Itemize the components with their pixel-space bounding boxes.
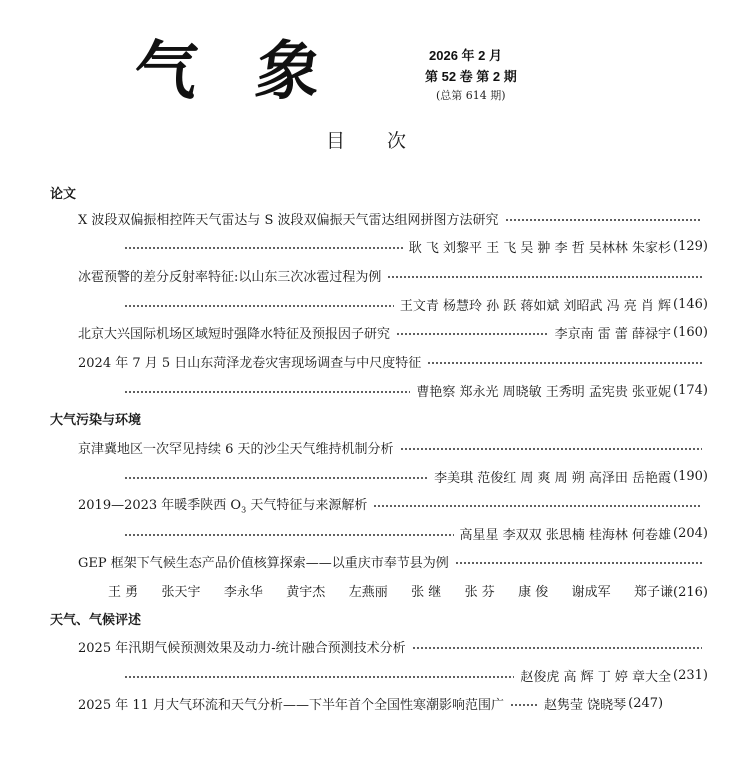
article-authors: 赵隽莹 饶晓琴 (544, 697, 627, 713)
page-number[interactable]: (247) (628, 695, 664, 711)
author-name: 张天宇 (161, 584, 201, 600)
leader-dots (124, 247, 403, 249)
article-author-line (118, 294, 708, 314)
leader-dots (124, 477, 428, 479)
page-number[interactable]: (174) (673, 382, 708, 398)
leader-dots (505, 219, 702, 221)
issue-total: (总第 614 期) (436, 89, 506, 102)
article-title-line[interactable] (78, 693, 708, 713)
leader-dots (400, 448, 702, 450)
article-title-line[interactable] (78, 208, 708, 228)
article-title[interactable]: 冰雹预警的差分反射率特征:以山东三次冰雹过程为例 (78, 269, 382, 285)
author-name: 张 继 (411, 584, 442, 600)
page-number[interactable]: (216) (673, 584, 708, 600)
article-author-line (118, 236, 708, 256)
issue-date: 2026 年 2 月 (429, 48, 502, 63)
author-name: 黄宇杰 (286, 584, 326, 600)
article-authors: 李美琪 范俊红 周 爽 周 朔 高泽田 岳艳霞 (434, 470, 672, 486)
article-authors: 耿 飞 刘黎平 王 飞 吴 翀 李 哲 吴林林 朱家杉 (408, 240, 672, 256)
article-title[interactable]: 2025 年汛期气候预测效果及动力-统计融合预测技术分析 (78, 640, 406, 656)
toc-title: 目 次 (325, 130, 425, 152)
issue-volume: 第 52 卷 第 2 期 (425, 69, 517, 84)
article-authors: 高星星 李双双 张思楠 桂海林 何卷雄 (459, 527, 672, 543)
leader-dots (455, 562, 702, 564)
author-name: 王 勇 (108, 584, 139, 600)
article-title[interactable]: 北京大兴国际机场区域短时强降水特征及预报因子研究 (78, 326, 391, 342)
author-name: 左燕丽 (348, 584, 388, 600)
article-title[interactable]: 2024 年 7 月 5 日山东菏泽龙卷灾害现场调查与中尺度特征 (78, 355, 422, 371)
article-author-line (118, 466, 708, 486)
leader-dots (124, 676, 514, 678)
section-heading: 大气污染与环境 (50, 413, 142, 428)
article-title-line[interactable] (78, 636, 708, 656)
article-authors: 曹艳察 郑永光 周晓敏 王秀明 孟宪贵 张亚妮 (416, 384, 672, 400)
article-author-line (118, 380, 708, 400)
leader-dots (510, 704, 538, 706)
article-title-line[interactable] (78, 322, 708, 342)
article-title-line[interactable] (78, 351, 708, 371)
article-title-line[interactable] (78, 551, 708, 571)
section-heading: 天气、气候评述 (50, 613, 142, 628)
page-number[interactable]: (231) (673, 667, 708, 683)
page-number[interactable]: (204) (673, 525, 708, 541)
author-name: 张 芬 (464, 584, 495, 600)
leader-dots (124, 534, 454, 536)
leader-dots (373, 505, 702, 507)
article-author-line (118, 665, 708, 685)
leader-dots (396, 333, 549, 335)
journal-logo: 气 象 (128, 34, 344, 109)
article-author-line (108, 580, 708, 600)
page-number[interactable]: (190) (673, 468, 708, 484)
page-number[interactable]: (129) (673, 238, 708, 254)
author-name: 康 俊 (518, 584, 549, 600)
page-number[interactable]: (146) (673, 296, 708, 312)
page-number[interactable]: (160) (673, 324, 708, 340)
leader-dots (124, 391, 410, 393)
article-authors: 李京南 雷 蕾 薛禄宇 (554, 326, 672, 342)
article-authors: 赵俊虎 高 辉 丁 婷 章大全 (520, 669, 672, 685)
section-heading: 论文 (50, 187, 77, 202)
leader-dots (427, 362, 702, 364)
article-title[interactable]: X 波段双偏振相控阵天气雷达与 S 波段双偏振天气雷达组网拼图方法研究 (78, 212, 499, 228)
leader-dots (124, 305, 394, 307)
article-title-line[interactable] (78, 494, 708, 514)
author-name: 郑子谦(216) (634, 584, 708, 600)
article-title[interactable]: 2019—2023 年暖季陕西 $O_3$ 天气特征与来源解析 (78, 497, 368, 515)
article-title[interactable]: 京津冀地区一次罕见持续 6 天的沙尘天气维持机制分析 (78, 441, 394, 457)
author-name: 谢成军 (571, 584, 611, 600)
article-author-line (118, 523, 708, 543)
article-authors: 王文青 杨慧玲 孙 跃 蒋如斌 刘昭武 冯 亮 肖 辉 (399, 298, 672, 314)
leader-dots (387, 276, 702, 278)
author-name: 李永华 (223, 584, 263, 600)
article-title[interactable]: 2025 年 11 月大气环流和天气分析——下半年首个全国性寒潮影响范围广 (78, 697, 505, 713)
leader-dots (412, 647, 702, 649)
article-title-line[interactable] (78, 437, 708, 457)
article-title[interactable]: GEP 框架下气候生态产品价值核算探索——以重庆市奉节县为例 (78, 555, 449, 571)
article-title-line[interactable] (78, 265, 708, 285)
